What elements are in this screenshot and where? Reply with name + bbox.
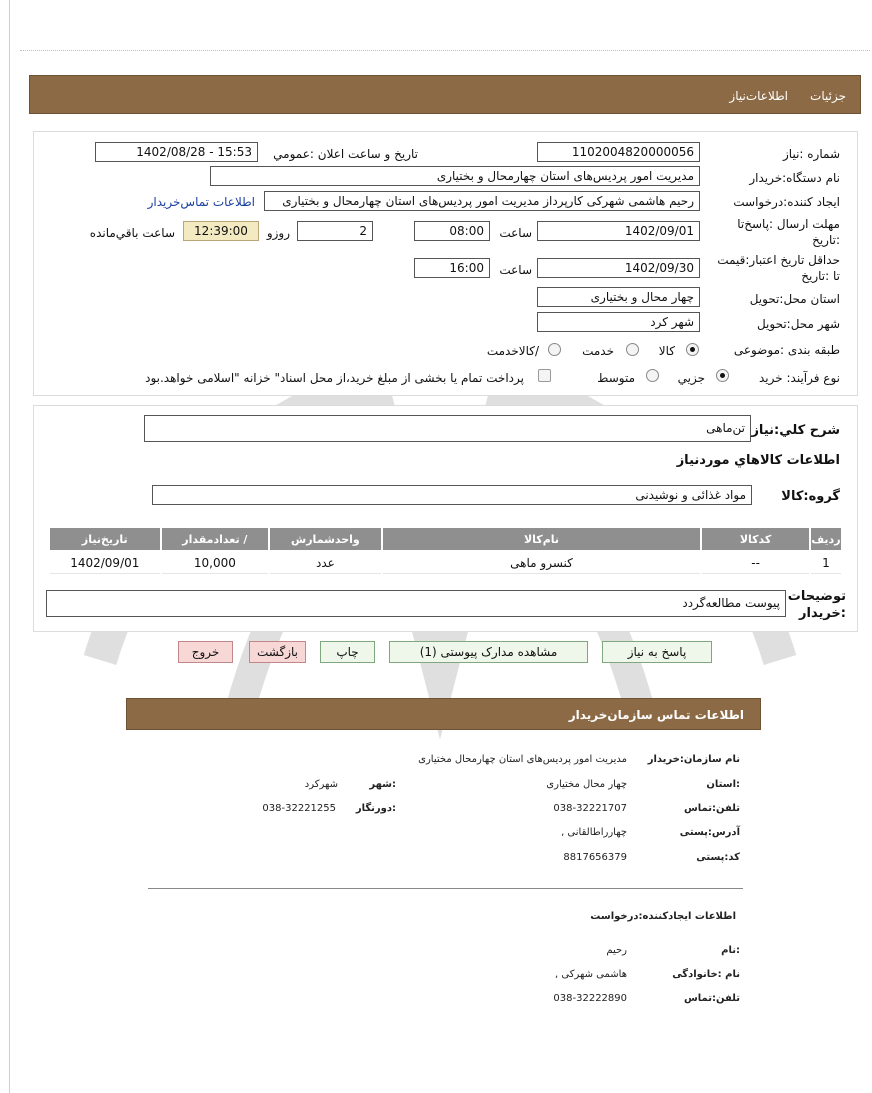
buyer-contact-link[interactable]: اطلاعات تماس‌خریدار [147,195,255,209]
category-goods-radio[interactable] [686,343,699,356]
cell-quantity: 10,000 [162,552,269,574]
contact-address: چهارراطالقانی , [561,827,627,838]
contact-org-label: نام سازمان:خریدار [647,754,740,765]
col-unit: واحدشمارش [270,528,381,550]
validity-label-1: حداقل تاریخ اعتبار:قیمت [717,253,840,267]
need-summary-field: تن‌ماهی [144,415,751,442]
cell-code: -- [702,552,809,574]
exit-button[interactable]: خروج [178,641,233,663]
days-field: 2 [297,221,373,241]
contact-city-label: :شهر [369,779,396,790]
creator-name: رحیم [606,945,627,956]
creator-family-label: نام :خانوادگی [672,969,740,980]
validity-time-field: 16:00 [414,258,490,278]
creator-name-label: :نام [721,945,740,956]
category-both-label: /کالاخدمت [486,344,539,358]
process-medium-radio[interactable] [646,369,659,382]
contact-postal: 8817656379 [563,852,627,863]
validity-time-label: ساعت [499,263,532,277]
treasury-payment-checkbox[interactable] [538,369,551,382]
category-both-radio[interactable] [548,343,561,356]
top-divider [20,50,870,51]
contact-header [126,698,761,730]
col-code: کدکالا [702,528,809,550]
view-docs-button[interactable]: مشاهده مدارک پیوستی (1) [389,641,588,663]
col-need-date: تاریخ‌نیاز [50,528,160,550]
validity-date-field: 1402/09/30 [537,258,700,278]
goods-table [48,526,843,576]
announce-label: تاریخ و ساعت اعلان :عمومي [273,147,418,161]
print-button[interactable]: چاپ [320,641,375,663]
contact-address-label: آدرس:پستی [679,827,740,838]
col-row: ردیف [811,528,841,550]
need-number-field: 1102004820000056 [537,142,700,162]
creator-phone: 038-32222890 [553,993,627,1004]
contact-fax-label: :دورنگار [355,803,396,814]
treasury-payment-label: پرداخت تمام یا بخشی از مبلغ خرید،از محل اسناد" خزانه "اسلامی خواهد.بود [145,371,524,385]
remaining-time-field: 12:39:00 [183,221,259,241]
city-field: شهر کرد [537,312,700,332]
deadline-time-label: ساعت [499,226,532,240]
process-minor-radio[interactable] [716,369,729,382]
need-number-label: شماره :نیاز [783,147,840,161]
days-label: روزو [266,226,290,240]
buyer-desc-label-2: :خریدار [799,606,846,621]
page-left-border [9,0,10,1093]
province-field: چهار محال و بختیاری [537,287,700,307]
reply-button[interactable]: پاسخ به نیاز [602,641,712,663]
cell-row: 1 [811,552,841,574]
contact-province-label: :استان [706,779,740,790]
buyer-desc-field: پیوست مطالعه‌گردد [46,590,786,617]
buyer-org-field: مدیریت امور پردیس‌های استان چهارمحال و بختیاری [210,166,700,186]
buyer-org-label: نام دستگاه:خریدار [749,171,840,185]
back-button[interactable]: بازگشت [249,641,306,663]
cell-unit: عدد [270,552,381,574]
validity-label-2: تا :تاریخ [801,269,840,283]
deadline-time-field: 08:00 [414,221,490,241]
contact-province: چهار محال مختیاری [546,779,627,790]
col-name: نام‌کالا [383,528,701,550]
contact-phone-label: تلفن:تماس [683,803,740,814]
creator-field: رحیم هاشمی شهرکی کارپرداز مدیریت امور پردیس‌های استان چهارمحال و بختیاری [264,191,700,211]
category-service-radio[interactable] [626,343,639,356]
contact-title: اطلاعات تماس سازمان‌خریدار [568,708,744,722]
creator-family: هاشمی شهرکی , [555,969,627,980]
need-summary-label: شرح کلي:نیاز [751,423,840,438]
col-quantity: / تعدادمقدار [162,528,269,550]
tab-details[interactable]: جزئیات [810,89,846,103]
creator-phone-label: تلفن:تماس [683,993,740,1004]
deadline-label-2: :تاریخ [812,233,840,247]
contact-fax: 038-32221255 [262,803,336,814]
contact-phone: 038-32221707 [553,803,627,814]
contact-postal-label: کد:پستی [696,852,740,863]
creator-label: ایجاد کننده:درخواست [733,195,840,209]
announce-field: 1402/08/28 - 15:53 [95,142,258,162]
category-label: طبقه بندی :موضوعی [733,343,840,357]
process-label: نوع فرآیند: خرید [759,371,840,385]
goods-group-field: مواد غذائی و نوشیدنی [152,485,752,505]
tab-need-info[interactable]: اطلاعات‌نیاز [729,89,788,103]
table-row [50,552,841,574]
process-medium-label: متوسط [597,371,635,385]
process-minor-label: جزیي [677,371,705,385]
goods-info-title: اطلاعات کالاهاي موردنیاز [676,453,840,468]
contact-separator [148,888,743,889]
province-label: استان محل:تحویل [749,292,840,306]
cell-name: کنسرو ماهی [383,552,701,574]
deadline-label-1: مهلت ارسال :پاسخ‌تا [737,217,840,231]
contact-org: مدیریت امور پردیس‌های استان چهارمحال مختیاری [418,754,627,765]
category-service-label: خدمت [582,344,614,358]
creator-info-title: اطلاعات ایجادکننده:درخواست [590,911,736,922]
contact-city: شهرکرد [304,779,338,790]
remaining-label: ساعت باقي‌مانده [89,226,175,240]
tab-bar [29,75,861,114]
buyer-desc-label-1: توضیحات [787,589,846,604]
cell-need-date: 1402/09/01 [50,552,160,574]
deadline-date-field: 1402/09/01 [537,221,700,241]
goods-group-label: گروه:کالا [781,489,840,504]
city-label: شهر محل:تحویل [756,317,840,331]
category-goods-label: کالا [658,344,675,358]
